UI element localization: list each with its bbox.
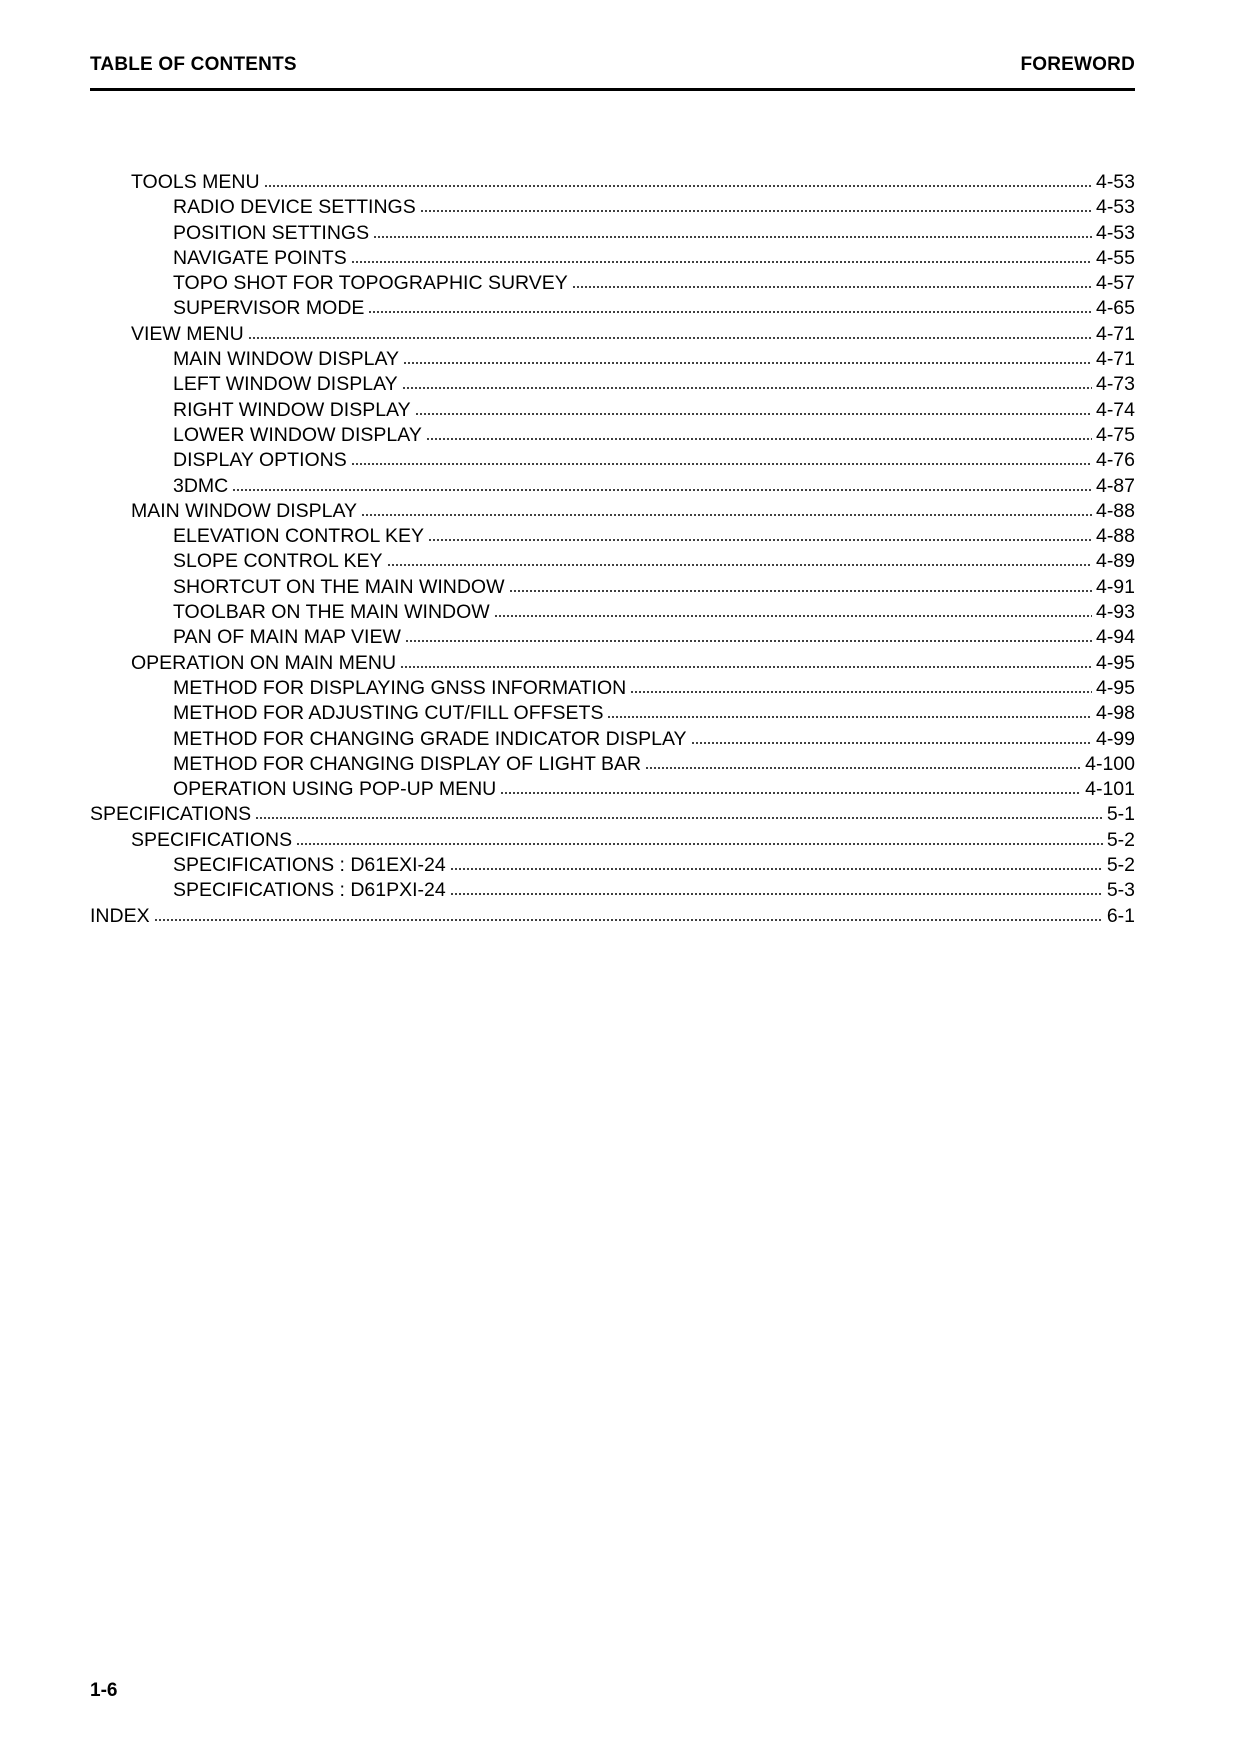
dot-leader [248,336,1092,340]
toc-entry-title: MAIN WINDOW DISPLAY [131,499,358,522]
toc-entry-page: 4-99 [1095,727,1135,750]
toc-entry-title: METHOD FOR CHANGING DISPLAY OF LIGHT BAR [173,752,642,775]
toc-entry-title: TOOLS MENU [131,171,260,193]
toc-entry-title: DISPLAY OPTIONS [173,449,347,472]
dot-leader [361,513,1092,517]
toc-entry-title: SHORTCUT ON THE MAIN WINDOW [173,575,505,598]
toc-entry-page: 5-1 [1106,803,1135,826]
toc-entry-page: 4-71 [1095,322,1135,345]
toc-entry-title: MAIN WINDOW DISPLAY [173,348,400,371]
toc-entry[interactable] [90,195,1135,220]
toc-entry[interactable] [90,853,1135,878]
toc-entry-title: METHOD FOR CHANGING GRADE INDICATOR DISPLAY [173,727,687,750]
dot-leader [450,892,1103,896]
toc-entry-page: 4-71 [1095,348,1135,371]
toc-entry-page: 4-88 [1095,499,1135,522]
dot-leader [428,538,1092,542]
toc-entry[interactable] [90,600,1135,625]
toc-entry-page: 4-89 [1095,550,1135,573]
toc-entry[interactable] [90,777,1135,802]
toc-entry-title: LEFT WINDOW DISPLAY [173,373,398,396]
dot-leader [450,867,1103,871]
toc-entry-title: NAVIGATE POINTS [173,246,347,269]
header-divider [90,88,1135,91]
dot-leader [296,842,1103,846]
toc-entry[interactable] [90,727,1135,752]
toc-entry[interactable] [90,499,1135,524]
dot-leader [264,184,1092,188]
toc-entry[interactable] [90,474,1135,499]
toc-entry-title: METHOD FOR DISPLAYING GNSS INFORMATION [173,676,627,699]
dot-leader [405,639,1092,643]
toc-entry[interactable] [90,296,1135,321]
dot-leader [500,791,1081,795]
toc-entry-page: 5-2 [1106,854,1135,877]
toc-entry-page: 4-57 [1095,272,1135,295]
dot-leader [400,665,1092,669]
dot-leader [154,918,1103,922]
toc-entry-title: SPECIFICATIONS [131,828,293,851]
toc-entry[interactable] [90,752,1135,777]
toc-entry-page: 4-91 [1095,575,1135,598]
toc-entry-page: 4-98 [1095,702,1135,725]
header-section-title: TABLE OF CONTENTS [90,54,297,75]
dot-leader [403,361,1092,365]
dot-leader [368,310,1092,314]
toc-entry-page: 4-75 [1095,423,1135,446]
dot-leader [351,260,1092,264]
toc-entry-page: 4-87 [1095,474,1135,497]
dot-leader [373,235,1092,239]
toc-entry-title: POSITION SETTINGS [173,221,370,244]
page-header [90,54,1135,76]
dot-leader [691,741,1092,745]
toc-entry[interactable] [90,904,1135,929]
toc-entry-page: 4-53 [1095,171,1135,193]
dot-leader [494,614,1092,618]
toc-entry-page: 4-53 [1095,196,1135,219]
toc-entry[interactable] [90,221,1135,246]
dot-leader [630,690,1092,694]
toc-entry-title: LOWER WINDOW DISPLAY [173,423,422,446]
table-of-contents [90,170,1135,929]
toc-entry[interactable] [90,549,1135,574]
toc-entry[interactable] [90,347,1135,372]
toc-entry-page: 4-53 [1095,221,1135,244]
dot-leader [426,437,1092,441]
dot-leader [509,589,1092,593]
toc-entry[interactable] [90,271,1135,296]
toc-entry[interactable] [90,322,1135,347]
toc-entry-page: 4-95 [1095,651,1135,674]
toc-entry-page: 4-73 [1095,373,1135,396]
dot-leader [232,488,1092,492]
toc-entry[interactable] [90,701,1135,726]
page-number: 1-6 [90,1680,118,1701]
toc-entry[interactable] [90,448,1135,473]
toc-entry[interactable] [90,372,1135,397]
toc-entry-title: INDEX [90,904,150,927]
toc-entry-page: 4-88 [1095,525,1135,548]
toc-entry-title: SUPERVISOR MODE [173,297,365,320]
toc-entry-title: RADIO DEVICE SETTINGS [173,196,416,219]
toc-entry[interactable] [90,524,1135,549]
toc-entry-page: 4-93 [1095,601,1135,624]
toc-entry[interactable] [90,651,1135,676]
toc-entry-title: TOPO SHOT FOR TOPOGRAPHIC SURVEY [173,272,568,295]
toc-entry[interactable] [90,246,1135,271]
dot-leader [255,816,1103,820]
toc-entry[interactable] [90,828,1135,853]
toc-entry[interactable] [90,676,1135,701]
toc-entry-page: 4-76 [1095,449,1135,472]
toc-entry-title: VIEW MENU [131,322,244,345]
toc-entry-title: SLOPE CONTROL KEY [173,550,383,573]
dot-leader [402,386,1092,390]
toc-entry-page: 4-101 [1085,778,1135,801]
toc-entry-title: PAN OF MAIN MAP VIEW [173,626,401,649]
toc-entry-page: 4-95 [1095,676,1135,699]
toc-entry-title: METHOD FOR ADJUSTING CUT/FILL OFFSETS [173,702,604,725]
dot-leader [351,462,1092,466]
toc-entry-title: SPECIFICATIONS : D61EXI-24 [173,854,446,877]
toc-entry-title: 3DMC [173,474,229,497]
dot-leader [607,715,1092,719]
toc-entry-title: TOOLBAR ON THE MAIN WINDOW [173,601,490,624]
toc-entry-page: 4-55 [1095,246,1135,269]
toc-entry-title: RIGHT WINDOW DISPLAY [173,398,411,421]
toc-entry-title: OPERATION ON MAIN MENU [131,651,397,674]
toc-entry-title: SPECIFICATIONS [90,803,252,826]
dot-leader [387,563,1092,567]
toc-entry-page: 4-100 [1085,752,1135,775]
toc-entry-title: ELEVATION CONTROL KEY [173,525,425,548]
toc-entry[interactable] [90,878,1135,903]
toc-entry-page: 6-1 [1106,904,1135,927]
toc-entry-title: SPECIFICATIONS : D61PXI-24 [173,879,446,902]
toc-entry[interactable] [90,625,1135,650]
toc-entry[interactable] [90,802,1135,827]
toc-entry-page: 4-65 [1095,297,1135,320]
toc-entry-page: 5-2 [1106,828,1135,851]
dot-leader [572,285,1092,289]
toc-entry-page: 5-3 [1106,879,1135,902]
toc-entry[interactable] [90,423,1135,448]
header-chapter-title: FOREWORD [1020,54,1135,75]
toc-entry-page: 4-74 [1095,398,1135,421]
toc-entry-title: OPERATION USING POP-UP MENU [173,778,497,801]
dot-leader [645,766,1081,770]
dot-leader [420,209,1092,213]
toc-entry-page: 4-94 [1095,626,1135,649]
toc-entry[interactable] [90,170,1135,195]
toc-entry[interactable] [90,398,1135,423]
dot-leader [415,412,1092,416]
toc-entry[interactable] [90,575,1135,600]
